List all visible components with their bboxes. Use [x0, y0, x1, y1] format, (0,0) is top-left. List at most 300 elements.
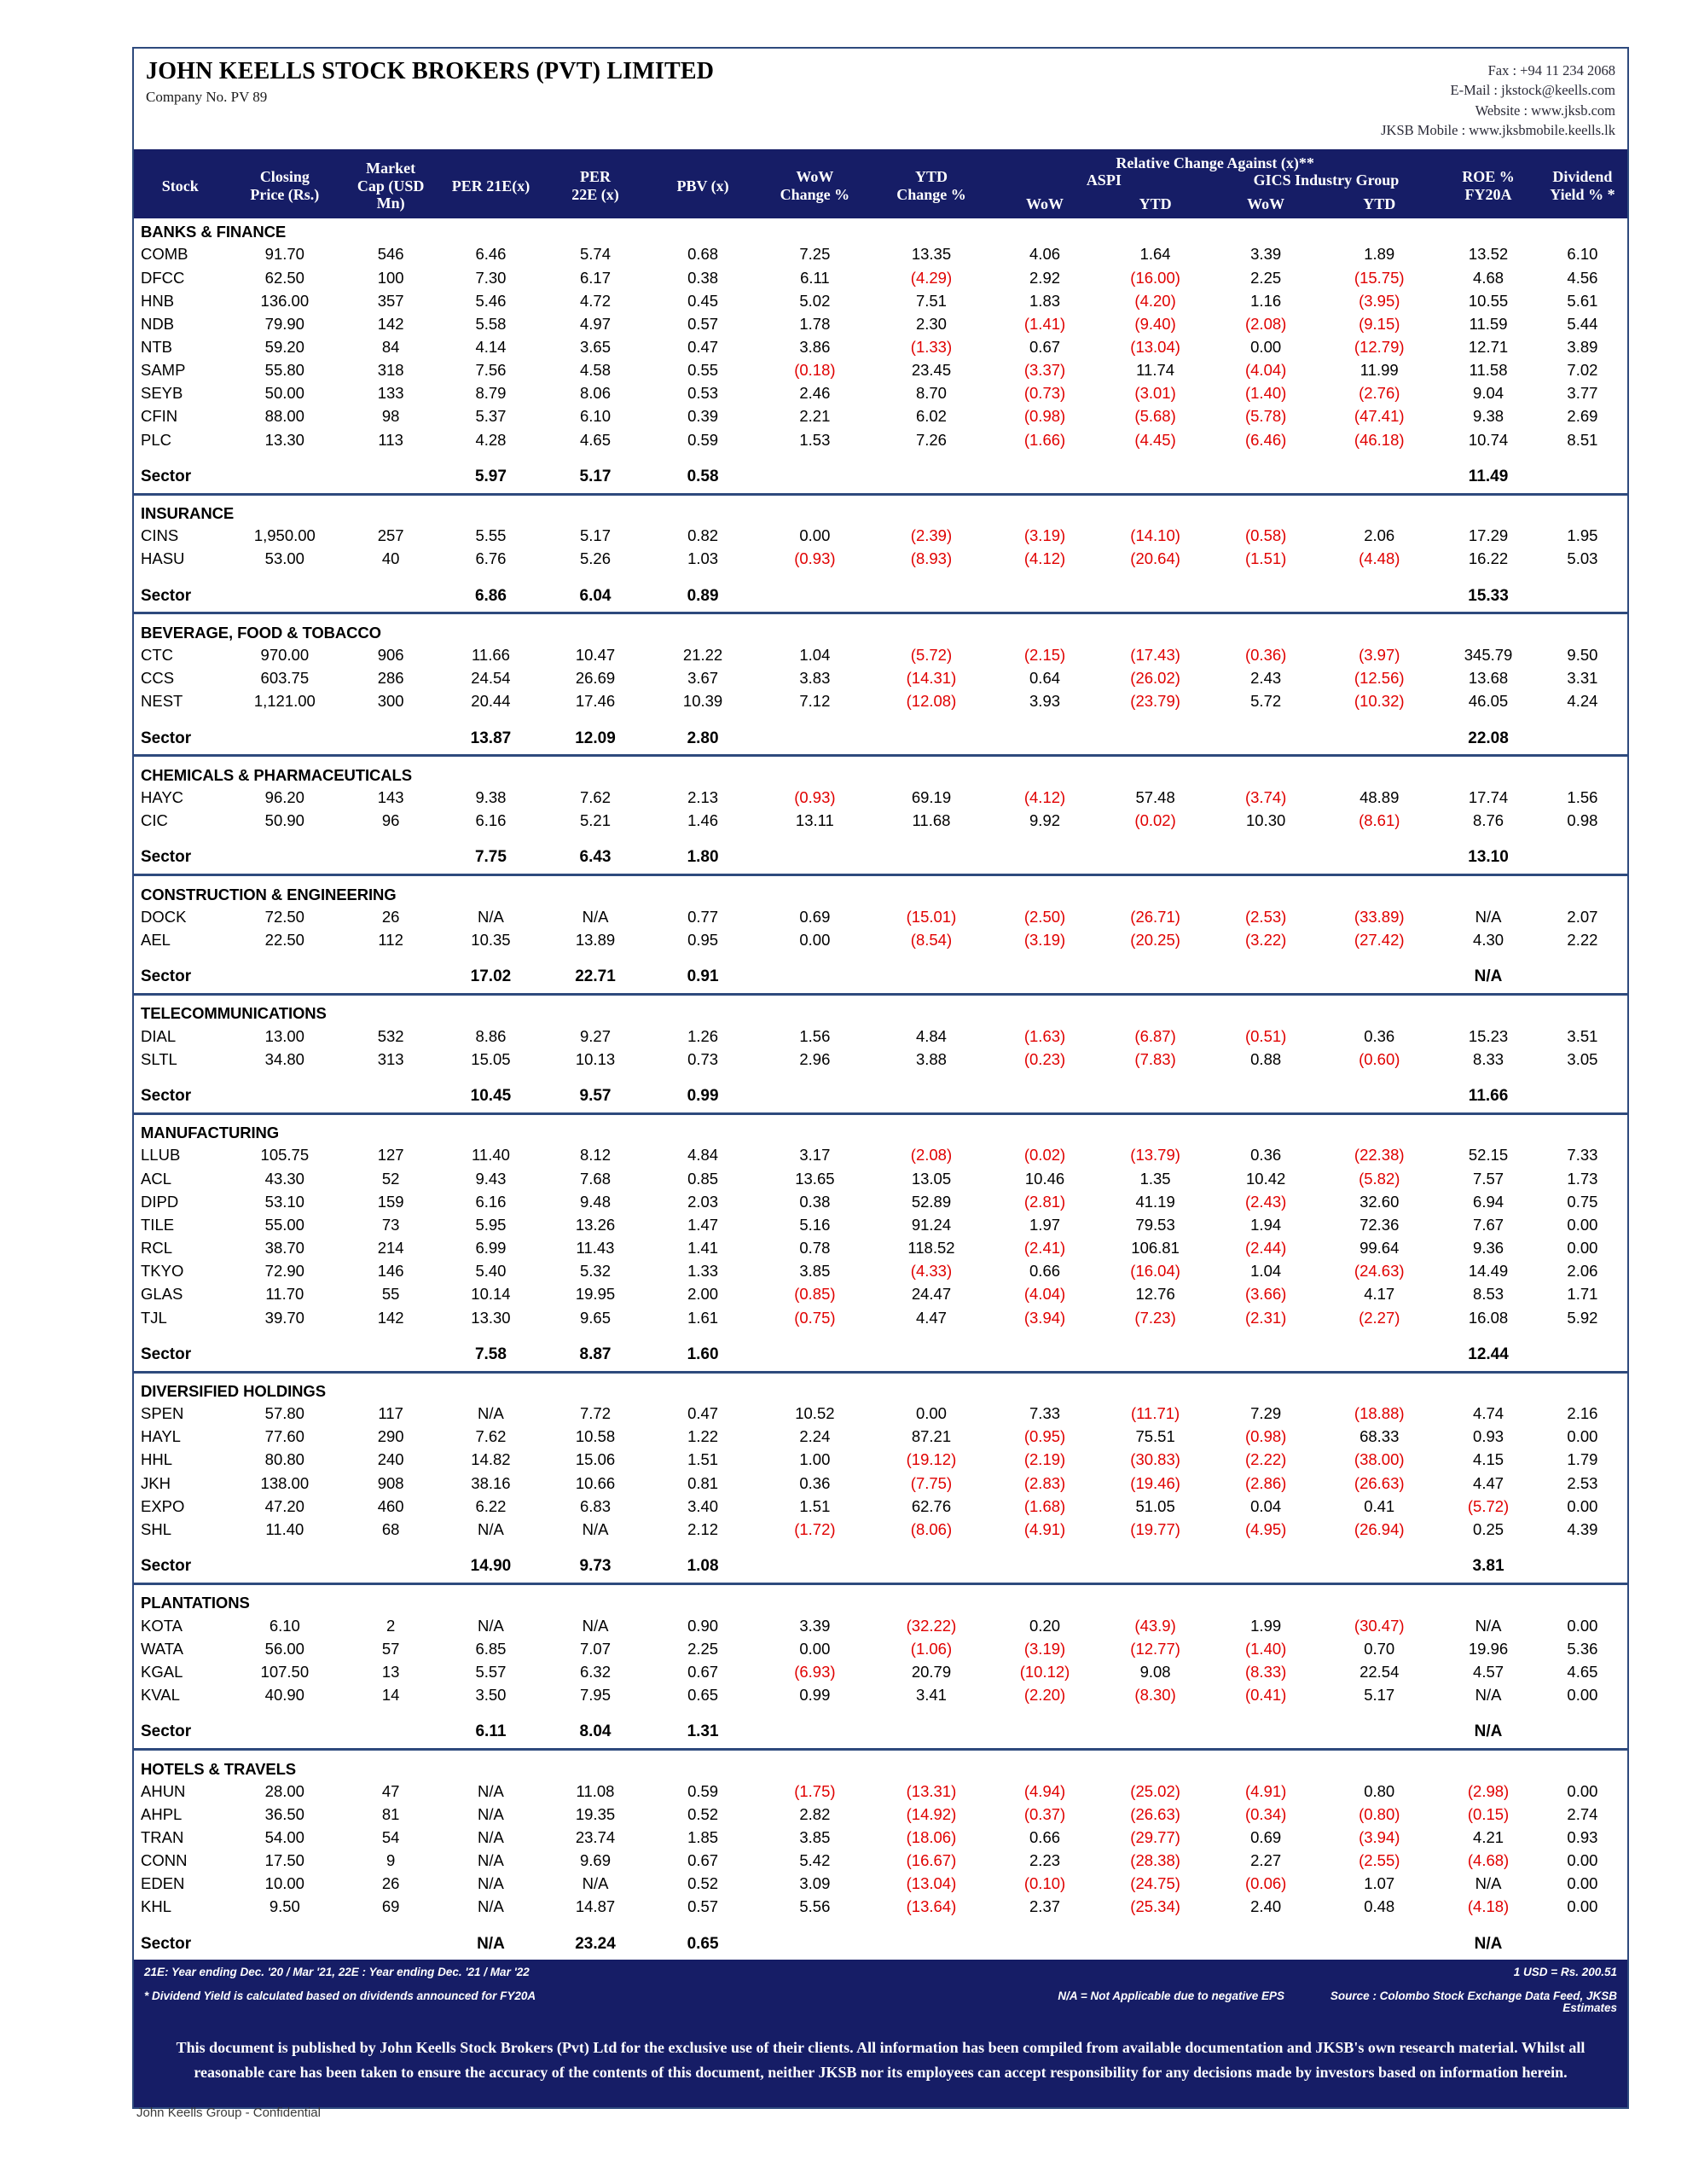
table-row[interactable] [134, 381, 1627, 404]
table-row[interactable] [134, 289, 1627, 312]
sector-total-price [227, 1930, 344, 1960]
cell-ytd: 118.52 [907, 1239, 955, 1258]
table-row[interactable] [134, 643, 1627, 666]
stock-ticker-cell: AHUN [141, 1781, 186, 1800]
cell-roe: 13.68 [1468, 669, 1509, 688]
cell-gics-wow: (1.40) [1244, 1639, 1287, 1658]
cell-mcap: 318 [377, 361, 404, 380]
cell-ytd: (13.04) [906, 1874, 957, 1893]
cell-roe: 17.74 [1468, 788, 1509, 807]
sector-total-ytd [872, 724, 991, 756]
cell-wow: (0.75) [794, 1308, 836, 1327]
cell-price: 1,950.00 [253, 526, 316, 545]
cell-roe: N/A [1475, 907, 1502, 926]
cell-ytd: 20.79 [911, 1662, 952, 1681]
table-row[interactable] [134, 1495, 1627, 1518]
cell-roe: N/A [1475, 1686, 1502, 1705]
cell-aspi-ytd: (24.75) [1130, 1874, 1180, 1893]
cell-ytd: 91.24 [911, 1215, 952, 1234]
cell-per21: 11.66 [471, 646, 510, 665]
row-spacer [134, 1071, 1627, 1082]
cell-gics-ytd: (10.32) [1354, 692, 1405, 711]
table-row[interactable] [134, 905, 1627, 928]
cell-pbv: 1.33 [687, 1262, 719, 1281]
cell-gics-ytd: 68.33 [1359, 1427, 1400, 1446]
table-row[interactable] [134, 928, 1627, 951]
sector-total-wow [758, 962, 872, 994]
sector-total-per21: 7.58 [474, 1345, 507, 1363]
sector-total-mcap [343, 1930, 438, 1960]
table-row[interactable] [134, 786, 1627, 809]
cell-wow: (1.75) [794, 1781, 836, 1800]
cell-per21: 13.30 [471, 1308, 511, 1327]
sector-total-wow [758, 1930, 872, 1960]
cell-gics-ytd: (27.42) [1354, 930, 1405, 949]
row-spacer [134, 713, 1627, 724]
table-row[interactable] [134, 1306, 1627, 1329]
sector-total-gics-wow [1212, 724, 1319, 756]
cell-ytd: 6.02 [915, 407, 947, 426]
cell-per21: 3.50 [475, 1686, 507, 1705]
cell-mcap: 257 [377, 526, 404, 545]
cell-wow: 5.42 [799, 1851, 831, 1870]
cell-wow: 3.09 [799, 1874, 831, 1893]
sector-total-roe: 3.81 [1472, 1557, 1504, 1576]
cell-mcap: 9 [386, 1851, 396, 1870]
cell-per21: 10.14 [471, 1285, 511, 1304]
market-cap-line2: Cap (USD [357, 177, 425, 195]
cell-gics-wow: 2.40 [1250, 1897, 1282, 1916]
cell-price: 136.00 [260, 291, 310, 310]
sector-total-div [1538, 582, 1627, 613]
cell-pbv: 2.00 [687, 1285, 719, 1304]
cell-gics-ytd: 4.17 [1364, 1285, 1395, 1304]
cell-per21: 6.16 [475, 1192, 507, 1211]
sector-heading-label: DIVERSIFIED HOLDINGS [141, 1382, 326, 1400]
sector-heading-label: HOTELS & TRAVELS [141, 1759, 297, 1778]
cell-gics-wow: (3.22) [1244, 930, 1287, 949]
cell-gics-ytd: (4.48) [1359, 549, 1400, 568]
cell-aspi-ytd: (14.10) [1130, 526, 1180, 545]
sector-total-ytd [872, 462, 991, 494]
stock-ticker-cell: SAMP [141, 361, 186, 380]
cell-mcap: 127 [377, 1146, 404, 1165]
cell-per21: 5.40 [475, 1262, 507, 1281]
table-row[interactable] [134, 242, 1627, 265]
table-row[interactable] [134, 1213, 1627, 1236]
cell-pbv: 0.55 [687, 361, 719, 380]
table-row[interactable] [134, 547, 1627, 570]
table-row[interactable] [134, 1637, 1627, 1660]
cell-div: 1.73 [1567, 1169, 1598, 1188]
cell-aspi-ytd: (0.02) [1134, 811, 1176, 830]
cell-mcap: 84 [381, 338, 400, 357]
cell-price: 43.30 [264, 1169, 304, 1188]
cell-per21: 15.05 [471, 1049, 511, 1068]
sector-total-ytd [872, 1930, 991, 1960]
cell-aspi-ytd: (30.83) [1130, 1450, 1180, 1469]
cell-wow: 13.65 [795, 1169, 835, 1188]
cell-mcap: 40 [381, 549, 400, 568]
table-row[interactable] [134, 1143, 1627, 1166]
sector-total-wow [758, 582, 872, 613]
cell-div: 0.98 [1567, 811, 1598, 830]
cell-gics-ytd: 1.89 [1364, 245, 1395, 264]
table-row[interactable] [134, 1614, 1627, 1637]
table-row[interactable] [134, 1472, 1627, 1495]
sector-total-price [227, 843, 344, 874]
cell-gics-ytd: (0.80) [1359, 1804, 1400, 1823]
cell-pbv: 0.68 [687, 245, 719, 264]
dividend-line2: Yield % * [1550, 185, 1615, 203]
cell-wow: 2.46 [799, 384, 831, 403]
table-row[interactable] [134, 428, 1627, 451]
cell-per22: 6.17 [580, 268, 612, 287]
cell-pbv: 2.12 [687, 1519, 719, 1538]
market-cap-line1: Market [366, 160, 416, 177]
table-row[interactable] [134, 666, 1627, 689]
col-header-gics-wow: WoW [1212, 190, 1319, 219]
sector-heading-label: MANUFACTURING [141, 1124, 280, 1142]
cell-gics-ytd: (3.97) [1359, 646, 1400, 665]
cell-div: 3.77 [1567, 384, 1598, 403]
cell-gics-ytd: 72.36 [1359, 1215, 1400, 1234]
table-row[interactable] [134, 312, 1627, 335]
cell-div: 0.00 [1567, 1851, 1598, 1870]
cell-gics-wow: (2.44) [1244, 1239, 1287, 1258]
stock-ticker-cell: KOTA [141, 1616, 183, 1635]
table-row[interactable] [134, 1849, 1627, 1872]
cell-aspi-wow: (4.12) [1023, 788, 1066, 807]
cell-div: 0.00 [1567, 1427, 1598, 1446]
cell-aspi-ytd: (26.71) [1130, 907, 1180, 926]
cell-div: 7.33 [1567, 1146, 1598, 1165]
cell-per22: 8.12 [580, 1146, 612, 1165]
cell-pbv: 21.22 [682, 646, 723, 665]
table-row[interactable] [134, 335, 1627, 358]
cell-gics-ytd: (2.27) [1359, 1308, 1400, 1327]
cell-div: 1.71 [1567, 1285, 1598, 1304]
cell-div: 0.00 [1567, 1215, 1598, 1234]
sector-total-per21: 6.86 [474, 586, 507, 605]
cell-price: 13.00 [264, 1026, 304, 1045]
sector-total-gics-wow [1212, 962, 1319, 994]
sector-total-aspi-ytd [1099, 1082, 1212, 1113]
table-row[interactable] [134, 1236, 1627, 1259]
cell-aspi-ytd: 1.64 [1139, 245, 1171, 264]
cell-gics-wow: (0.98) [1244, 1427, 1287, 1446]
cell-per21: N/A [478, 1616, 504, 1635]
cell-wow: 0.38 [799, 1192, 831, 1211]
cell-per22: 11.43 [576, 1239, 615, 1258]
cell-pbv: 0.57 [687, 314, 719, 333]
cell-aspi-ytd: (7.83) [1134, 1049, 1176, 1068]
sector-total-div [1538, 1717, 1627, 1749]
cell-div: 5.44 [1567, 314, 1598, 333]
cell-aspi-ytd: (7.23) [1134, 1308, 1176, 1327]
cell-per21: 4.14 [475, 338, 507, 357]
cell-mcap: 68 [381, 1519, 400, 1538]
cell-per21: 5.95 [475, 1215, 507, 1234]
cell-aspi-ytd: (4.45) [1134, 430, 1176, 449]
table-row[interactable] [134, 1282, 1627, 1305]
cell-price: 96.20 [264, 788, 304, 807]
table-row[interactable] [134, 1167, 1627, 1190]
sector-total-label: Sector [141, 729, 192, 747]
sector-heading-row [134, 619, 1627, 643]
table-row[interactable] [134, 1895, 1627, 1918]
sector-total-mcap [343, 582, 438, 613]
table-row[interactable] [134, 358, 1627, 381]
cell-gics-wow: (2.22) [1244, 1450, 1287, 1469]
cell-wow: 1.56 [799, 1026, 831, 1045]
cell-price: 36.50 [264, 1804, 304, 1823]
sector-total-label: Sector [141, 586, 192, 605]
cell-gics-ytd: (26.94) [1354, 1519, 1405, 1538]
cell-wow: (0.85) [794, 1285, 836, 1304]
cell-price: 10.00 [264, 1874, 304, 1893]
row-spacer [134, 1329, 1627, 1340]
table-row[interactable] [134, 1190, 1627, 1213]
cell-aspi-wow: (2.81) [1023, 1192, 1066, 1211]
table-row[interactable] [134, 1259, 1627, 1282]
cell-mcap: 52 [381, 1169, 400, 1188]
table-row[interactable] [134, 1518, 1627, 1541]
cell-price: 6.10 [269, 1616, 300, 1635]
cell-pbv: 0.57 [687, 1897, 719, 1916]
cell-gics-ytd: 32.60 [1359, 1192, 1400, 1211]
cell-per21: 9.43 [475, 1169, 507, 1188]
cell-ytd: (16.67) [906, 1851, 957, 1870]
sector-total-per21: 7.75 [474, 848, 507, 867]
ytd-line2: Change % [896, 185, 966, 203]
cell-mcap: 57 [381, 1639, 400, 1658]
sector-total-label: Sector [141, 1345, 192, 1363]
cell-per22: 4.58 [580, 361, 612, 380]
table-row[interactable] [134, 524, 1627, 547]
sector-total-price [227, 962, 344, 994]
cell-aspi-wow: (3.94) [1023, 1308, 1066, 1327]
cell-gics-ytd: (3.95) [1359, 291, 1400, 310]
cell-div: 0.00 [1567, 1781, 1598, 1800]
table-row[interactable] [134, 1803, 1627, 1826]
sector-total-ytd [872, 1340, 991, 1372]
sector-heading-row [134, 1378, 1627, 1402]
cell-pbv: 0.52 [687, 1804, 719, 1823]
cell-gics-ytd: (2.55) [1359, 1851, 1400, 1870]
cell-aspi-wow: 1.83 [1029, 291, 1061, 310]
relative-change-gics-label: GICS Industry Group [1253, 171, 1400, 189]
cell-per22: 14.87 [575, 1897, 616, 1916]
stock-ticker-cell: WATA [141, 1639, 184, 1658]
cell-div: 4.56 [1567, 268, 1598, 287]
cell-aspi-ytd: (13.04) [1130, 338, 1180, 357]
cell-pbv: 0.47 [687, 1404, 719, 1423]
cell-aspi-wow: (0.02) [1023, 1146, 1066, 1165]
cell-aspi-ytd: 57.48 [1135, 788, 1175, 807]
sector-heading-label: INSURANCE [141, 504, 235, 523]
sector-total-ytd [872, 582, 991, 613]
cell-gics-wow: (0.51) [1244, 1026, 1287, 1045]
cell-mcap: 54 [381, 1828, 400, 1846]
cell-mcap: 96 [381, 811, 400, 830]
cell-gics-ytd: (24.63) [1354, 1262, 1405, 1281]
table-row[interactable] [134, 1048, 1627, 1071]
table-row[interactable] [134, 1448, 1627, 1471]
stock-ticker-cell: DFCC [141, 268, 185, 287]
cell-price: 38.70 [264, 1239, 304, 1258]
cell-gics-wow: (4.95) [1244, 1519, 1287, 1538]
cell-aspi-ytd: (23.79) [1130, 692, 1180, 711]
cell-gics-wow: (2.53) [1244, 907, 1287, 926]
sector-total-wow [758, 1340, 872, 1372]
cell-ytd: 13.05 [911, 1169, 952, 1188]
cell-ytd: (7.75) [910, 1473, 953, 1492]
sector-total-roe: 13.10 [1468, 848, 1509, 867]
stock-ticker-cell: KVAL [141, 1686, 180, 1705]
cell-gics-ytd: 0.48 [1364, 1897, 1395, 1916]
cell-wow: 2.96 [799, 1049, 831, 1068]
sector-total-mcap [343, 1082, 438, 1113]
table-row[interactable] [134, 689, 1627, 712]
cell-div: 1.79 [1567, 1450, 1598, 1469]
cell-price: 11.40 [265, 1519, 304, 1538]
cell-per21: N/A [478, 1828, 504, 1846]
cell-wow: (6.93) [794, 1662, 836, 1681]
cell-per22: N/A [582, 1519, 609, 1538]
stock-ticker-cell: TJL [141, 1308, 167, 1327]
cell-mcap: 133 [377, 384, 404, 403]
table-row[interactable] [134, 809, 1627, 832]
table-row[interactable] [134, 1402, 1627, 1425]
cell-wow: 3.85 [799, 1262, 831, 1281]
sector-total-div [1538, 1082, 1627, 1113]
cell-aspi-ytd: (9.40) [1134, 314, 1176, 333]
cell-ytd: 2.30 [915, 314, 947, 333]
cell-gics-wow: (1.51) [1244, 549, 1287, 568]
sector-total-mcap [343, 462, 438, 494]
cell-div: 2.22 [1567, 930, 1598, 949]
cell-mcap: 69 [381, 1897, 400, 1916]
cell-price: 105.75 [260, 1146, 310, 1165]
table-row[interactable] [134, 1826, 1627, 1849]
footnote-dividend-yield: * Dividend Yield is calculated based on dividends announced for FY20A [144, 1989, 536, 2002]
table-row[interactable] [134, 266, 1627, 289]
cell-mcap: 2 [386, 1616, 396, 1635]
cell-aspi-wow: 9.92 [1029, 811, 1061, 830]
cell-gics-ytd: (18.88) [1354, 1404, 1405, 1423]
cell-roe: 16.08 [1468, 1308, 1509, 1327]
sector-total-pbv: 0.65 [687, 1934, 719, 1953]
stock-ticker-cell: SPEN [141, 1404, 184, 1423]
cell-per22: 6.83 [580, 1496, 612, 1515]
relative-change-aspi-label: ASPI [1086, 171, 1122, 189]
sector-total-gics-ytd [1319, 843, 1439, 874]
sector-heading-label: CONSTRUCTION & ENGINEERING [141, 885, 397, 903]
cell-per22: 7.62 [580, 788, 612, 807]
table-row[interactable] [134, 404, 1627, 427]
cell-per22: 10.47 [575, 646, 616, 665]
cell-price: 54.00 [264, 1828, 304, 1846]
cell-price: 57.80 [264, 1404, 304, 1423]
cell-div: 0.00 [1567, 1496, 1598, 1515]
cell-div: 1.56 [1567, 788, 1598, 807]
cell-gics-wow: (2.31) [1244, 1308, 1287, 1327]
col-header-roe [1439, 149, 1538, 219]
footnote-usd-rate: 1 USD = Rs. 200.51 [1513, 1966, 1617, 1979]
cell-per22: 4.72 [580, 291, 612, 310]
cell-aspi-ytd: 106.81 [1131, 1239, 1180, 1258]
sector-total-pbv: 1.08 [687, 1557, 719, 1576]
sector-total-roe: 11.66 [1468, 1086, 1509, 1105]
sector-total-mcap [343, 843, 438, 874]
cell-ytd: 52.89 [911, 1192, 952, 1211]
table-row[interactable] [134, 1660, 1627, 1683]
footnote-year-definitions: 21E: Year ending Dec. '20 / Mar '21, 22E : Year ending Dec. '21 / Mar '22 [144, 1966, 530, 1979]
cell-mcap: 142 [377, 314, 404, 333]
cell-price: 13.30 [264, 430, 304, 449]
table-row[interactable] [134, 1683, 1627, 1706]
cell-pbv: 0.77 [687, 907, 719, 926]
cell-gics-wow: 2.27 [1250, 1851, 1282, 1870]
cell-price: 72.90 [264, 1262, 304, 1281]
cell-div: 2.69 [1567, 407, 1598, 426]
table-row[interactable] [134, 1025, 1627, 1048]
sector-total-aspi-ytd [1099, 843, 1212, 874]
cell-roe: 345.79 [1464, 646, 1513, 665]
cell-aspi-wow: (4.94) [1023, 1781, 1066, 1800]
cell-aspi-ytd: (16.04) [1130, 1262, 1180, 1281]
cell-pbv: 0.90 [687, 1616, 719, 1635]
cell-aspi-wow: (4.04) [1023, 1285, 1066, 1304]
sector-total-price [227, 1340, 344, 1372]
table-row[interactable] [134, 1872, 1627, 1895]
col-header-aspi-wow: WoW [991, 190, 1099, 219]
cell-wow: 6.11 [800, 268, 830, 287]
sector-total-mcap [343, 724, 438, 756]
sector-total-aspi-wow [991, 1717, 1099, 1749]
cell-price: 50.00 [264, 384, 304, 403]
sector-total-aspi-ytd [1099, 724, 1212, 756]
cell-gics-wow: 1.16 [1250, 291, 1282, 310]
table-row[interactable] [134, 1425, 1627, 1448]
cell-ytd: 8.70 [915, 384, 947, 403]
sector-total-per22: 12.09 [575, 729, 616, 747]
sector-total-per22: 22.71 [575, 967, 616, 986]
cell-gics-wow: 1.04 [1250, 1262, 1282, 1281]
sector-total-gics-ytd [1319, 1717, 1439, 1749]
cell-mcap: 55 [381, 1285, 400, 1304]
cell-gics-ytd: (33.89) [1354, 907, 1405, 926]
cell-mcap: 73 [381, 1215, 400, 1234]
cell-aspi-wow: (0.23) [1023, 1049, 1066, 1068]
cell-mcap: 286 [377, 669, 404, 688]
stock-ticker-cell: CTC [141, 646, 174, 665]
cell-gics-ytd: 1.07 [1364, 1874, 1395, 1893]
cell-ytd: 7.26 [915, 430, 947, 449]
sector-total-wow [758, 843, 872, 874]
cell-aspi-ytd: (19.46) [1130, 1473, 1180, 1492]
stock-ticker-cell: EXPO [141, 1496, 185, 1515]
cell-aspi-wow: (2.83) [1023, 1473, 1066, 1492]
cell-wow: 10.52 [795, 1404, 835, 1423]
table-row[interactable] [134, 1780, 1627, 1803]
cell-per21: 4.28 [475, 430, 507, 449]
cell-aspi-ytd: 11.74 [1136, 361, 1175, 380]
cell-per22: 8.06 [580, 384, 612, 403]
cell-div: 0.00 [1567, 1616, 1598, 1635]
sector-total-gics-ytd [1319, 582, 1439, 613]
